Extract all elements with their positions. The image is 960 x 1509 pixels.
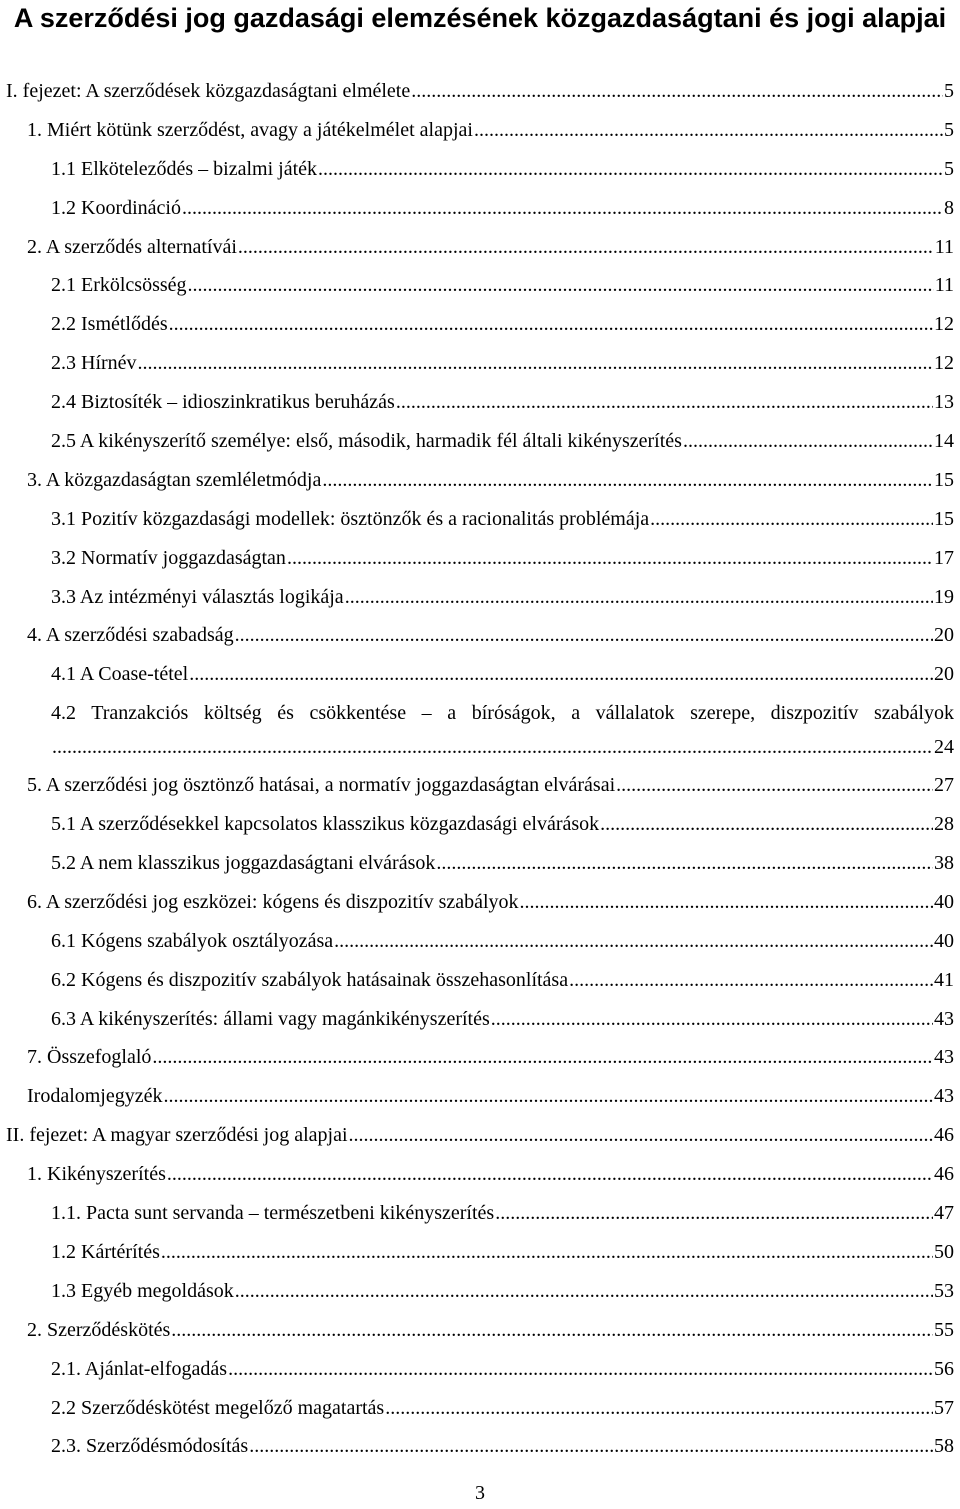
toc-entry-page: 15 — [934, 507, 954, 530]
toc-dot-leader — [238, 228, 934, 267]
toc-dot-leader — [188, 266, 934, 305]
table-of-contents — [0, 72, 960, 1466]
toc-entry[interactable] — [0, 844, 960, 883]
toc-dot-leader — [249, 1427, 933, 1466]
toc-dot-leader — [569, 961, 933, 1000]
toc-entry-row — [51, 266, 954, 305]
toc-entry-label: 6.2 Kógens és diszpozitív szabályok hatásainak összehasonlítása — [51, 968, 569, 991]
toc-entry-label: 1. Kikényszerítés — [27, 1163, 166, 1186]
toc-entry-page: 8 — [944, 196, 954, 219]
toc-entry-page: 41 — [934, 968, 954, 991]
page-number: 3 — [475, 1482, 485, 1504]
toc-entry-row — [51, 961, 954, 1000]
toc-entry-row — [51, 422, 954, 461]
toc-entry-page: 14 — [934, 430, 954, 453]
toc-entry[interactable] — [0, 500, 960, 539]
toc-entry-row — [27, 1077, 954, 1116]
toc-entry-page: 53 — [934, 1279, 954, 1302]
toc-entry-row — [51, 539, 954, 578]
toc-entry[interactable] — [0, 1077, 960, 1116]
toc-dot-leader — [228, 1350, 933, 1389]
toc-dot-leader — [318, 150, 943, 189]
toc-dot-leader — [235, 616, 933, 655]
toc-entry-label: 2.2 Szerződéskötést megelőző magatartás — [51, 1396, 385, 1419]
toc-dot-leader — [161, 1233, 933, 1272]
toc-dot-leader — [436, 844, 933, 883]
toc-entry[interactable] — [0, 344, 960, 383]
toc-entry-label: 4.1 A Coase-tétel — [51, 663, 189, 686]
toc-entry-row — [51, 655, 954, 694]
toc-entry-label: 1. Miért kötünk szerződést, avagy a játékelmélet alapjai — [27, 118, 473, 141]
toc-entry[interactable] — [0, 228, 960, 267]
toc-entry-label: 3.3 Az intézményi választás logikája — [51, 585, 344, 608]
toc-entry-row — [51, 1350, 954, 1389]
toc-entry-label: 2.1 Erkölcsösség — [51, 274, 187, 297]
toc-entry[interactable] — [0, 616, 960, 655]
toc-entry-row — [51, 1427, 954, 1466]
toc-entry[interactable] — [0, 1311, 960, 1350]
toc-entry[interactable] — [0, 111, 960, 150]
toc-entry-row — [51, 844, 954, 883]
toc-entry-page: 24 — [934, 736, 954, 759]
toc-entry-label: 5. A szerződési jog ösztönző hatásai, a normatív joggazdaságtan elvárásai — [27, 774, 616, 797]
toc-entry[interactable] — [0, 1389, 960, 1428]
toc-entry-page: 43 — [934, 1007, 954, 1030]
toc-entry-label: 2.3 Hírnév — [51, 352, 137, 375]
toc-dot-leader — [616, 766, 933, 805]
toc-dot-leader — [495, 1194, 933, 1233]
toc-dot-leader — [683, 422, 933, 461]
toc-entry-page: 11 — [934, 274, 954, 297]
toc-entry[interactable] — [0, 883, 960, 922]
toc-entry-label: 2. Szerződéskötés — [27, 1318, 171, 1341]
toc-entry-row — [27, 766, 954, 805]
toc-entry-row — [51, 305, 954, 344]
toc-entry[interactable] — [0, 150, 960, 189]
toc-entry-label: I. fejezet: A szerződések közgazdaságtani elmélete — [6, 80, 411, 102]
toc-entry-row — [27, 111, 954, 150]
toc-entry-label: II. fejezet: A magyar szerződési jog alapjai — [6, 1124, 348, 1147]
toc-dot-leader — [385, 1389, 933, 1428]
toc-entry-label: 3. A közgazdaságtan szemléletmódja — [27, 468, 322, 491]
toc-entry[interactable] — [0, 1038, 960, 1077]
toc-entry-label: 2.3. Szerződésmódosítás — [51, 1435, 249, 1458]
toc-entry-row — [27, 616, 954, 655]
toc-entry-row — [27, 1155, 954, 1194]
toc-entry-row — [51, 728, 954, 767]
toc-entry-row — [51, 150, 954, 189]
toc-entry-page: 50 — [934, 1240, 954, 1263]
toc-entry-label: 2.5 A kikényszerítő személye: első, második, harmadik fél általi kikényszerítés — [51, 430, 682, 453]
toc-entry-page: 56 — [934, 1357, 954, 1380]
toc-entry-row — [27, 1038, 954, 1077]
toc-entry[interactable] — [0, 694, 960, 766]
toc-dot-leader — [169, 305, 933, 344]
toc-entry[interactable] — [0, 1000, 960, 1039]
toc-entry-page: 43 — [934, 1046, 954, 1069]
toc-entry[interactable] — [0, 1155, 960, 1194]
toc-entry-row — [27, 883, 954, 922]
toc-dot-leader — [345, 578, 933, 617]
document-title: A szerződési jog gazdasági elemzésének közgazdaságtani és jogi alapjai — [13, 3, 947, 33]
toc-entry-page: 13 — [934, 391, 954, 414]
toc-entry-page: 27 — [934, 774, 954, 797]
toc-entry-label: 5.1 A szerződésekkel kapcsolatos klasszikus közgazdasági elvárások — [51, 813, 600, 836]
toc-entry-page: 5 — [944, 80, 954, 102]
toc-entry-row — [51, 383, 954, 422]
toc-entry-page: 17 — [934, 546, 954, 569]
toc-entry-page: 12 — [934, 352, 954, 375]
toc-dot-leader — [600, 805, 933, 844]
toc-entry[interactable] — [0, 1116, 960, 1155]
toc-entry-page: 15 — [934, 468, 954, 491]
toc-dot-leader — [164, 1077, 934, 1116]
toc-entry[interactable] — [0, 1350, 960, 1389]
toc-dot-leader — [322, 461, 933, 500]
toc-entry-page: 58 — [934, 1435, 954, 1458]
toc-entry-label: 1.3 Egyéb megoldások — [51, 1279, 234, 1302]
toc-dot-leader — [334, 922, 933, 961]
toc-entry-row — [6, 72, 954, 111]
toc-dot-leader — [349, 1116, 933, 1155]
toc-entry-label: 2.2 Ismétlődés — [51, 313, 168, 336]
toc-dot-leader — [396, 383, 933, 422]
toc-dot-leader — [167, 1155, 933, 1194]
toc-entry-page: 46 — [934, 1124, 954, 1147]
toc-entry[interactable] — [0, 72, 960, 111]
toc-entry-page: 46 — [934, 1163, 954, 1186]
toc-entry[interactable] — [0, 1272, 960, 1311]
toc-entry-page: 19 — [934, 585, 954, 608]
toc-dot-leader — [138, 344, 933, 383]
toc-entry-page: 5 — [944, 118, 954, 141]
toc-entry-row — [51, 578, 954, 617]
toc-entry-label: 7. Összefoglaló — [27, 1046, 152, 1069]
toc-entry[interactable] — [0, 655, 960, 694]
toc-entry-page: 40 — [934, 890, 954, 913]
toc-entry-label: 6. A szerződési jog eszközei: kógens és diszpozitív szabályok — [27, 890, 519, 913]
toc-entry-row — [6, 1116, 954, 1155]
toc-entry-page: 38 — [934, 852, 954, 875]
toc-entry-label: 4. A szerződési szabadság — [27, 624, 234, 647]
toc-entry-row — [27, 228, 954, 267]
toc-dot-leader — [189, 655, 933, 694]
toc-entry[interactable] — [0, 189, 960, 228]
toc-entry-page: 20 — [934, 663, 954, 686]
toc-entry-page: 47 — [934, 1202, 954, 1225]
toc-entry-row — [27, 1311, 954, 1350]
toc-entry-label: 3.1 Pozitív közgazdasági modellek: ösztönzők és a racionalitás problémája — [51, 507, 650, 530]
toc-dot-leader — [520, 883, 933, 922]
toc-entry-label: 1.1 Elköteleződés – bizalmi játék — [51, 157, 318, 180]
toc-entry[interactable] — [0, 539, 960, 578]
toc-entry-label: 2.4 Biztosíték – idioszinkratikus beruházás — [51, 391, 395, 414]
toc-entry-page: 20 — [934, 624, 954, 647]
toc-entry[interactable] — [0, 766, 960, 805]
toc-entry[interactable] — [0, 578, 960, 617]
toc-entry-page: 40 — [934, 929, 954, 952]
toc-entry[interactable] — [0, 1427, 960, 1466]
toc-entry[interactable] — [0, 1233, 960, 1272]
toc-entry[interactable] — [0, 422, 960, 461]
toc-dot-leader — [152, 1038, 933, 1077]
toc-dot-leader — [491, 1000, 933, 1039]
toc-entry[interactable] — [0, 805, 960, 844]
toc-dot-leader — [182, 189, 943, 228]
toc-entry-page: 28 — [934, 813, 954, 836]
toc-entry-page: 43 — [934, 1085, 954, 1108]
toc-entry-row — [51, 1233, 954, 1272]
toc-entry-label: 2.1. Ajánlat-elfogadás — [51, 1357, 228, 1380]
toc-entry-row — [51, 1389, 954, 1428]
toc-dot-leader — [52, 728, 933, 767]
toc-dot-leader — [235, 1272, 933, 1311]
toc-entry[interactable] — [0, 1194, 960, 1233]
toc-entry-row — [51, 1272, 954, 1311]
toc-entry-label: 3.2 Normatív joggazdaságtan — [51, 546, 286, 569]
toc-entry-row — [51, 344, 954, 383]
toc-dot-leader — [171, 1311, 933, 1350]
toc-dot-leader — [474, 111, 943, 150]
toc-entry-label: 1.1. Pacta sunt servanda – természetbeni kikényszerítés — [51, 1202, 495, 1225]
toc-entry-row — [51, 805, 954, 844]
toc-entry-page: 12 — [934, 313, 954, 336]
toc-entry[interactable] — [0, 266, 960, 305]
toc-entry-label: 1.2 Koordináció — [51, 196, 181, 219]
toc-entry-row — [51, 500, 954, 539]
toc-entry-page: 55 — [934, 1318, 954, 1341]
toc-dot-leader — [650, 500, 933, 539]
toc-entry[interactable] — [0, 383, 960, 422]
toc-entry-label: 1.2 Kártérítés — [51, 1240, 160, 1263]
toc-entry-label: 4.2 Tranzakciós költség és csökkentése – a bíróságok, a vállalatok szerepe, diszpozitív szabályok — [51, 702, 954, 725]
toc-entry[interactable] — [0, 305, 960, 344]
toc-entry-page: 5 — [944, 157, 954, 180]
toc-entry-row — [51, 922, 954, 961]
toc-entry[interactable] — [0, 461, 960, 500]
toc-entry-label: 5.2 A nem klasszikus joggazdaságtani elvárások — [51, 852, 436, 875]
toc-entry-page: 57 — [934, 1396, 954, 1419]
toc-entry-row — [51, 1194, 954, 1233]
toc-entry-label: 6.1 Kógens szabályok osztályozása — [51, 929, 334, 952]
toc-entry-row — [27, 461, 954, 500]
toc-entry-label: Irodalomjegyzék — [27, 1085, 163, 1108]
toc-entry-row — [51, 1000, 954, 1039]
toc-dot-leader — [287, 539, 933, 578]
toc-entry-row — [51, 189, 954, 228]
toc-entry[interactable] — [0, 961, 960, 1000]
toc-entry-label: 2. A szerződés alternatívái — [27, 235, 237, 258]
toc-entry-page: 11 — [934, 235, 954, 258]
toc-dot-leader — [411, 72, 943, 111]
toc-entry-label: 6.3 A kikényszerítés: állami vagy magánkikényszerítés — [51, 1007, 490, 1030]
toc-entry[interactable] — [0, 922, 960, 961]
